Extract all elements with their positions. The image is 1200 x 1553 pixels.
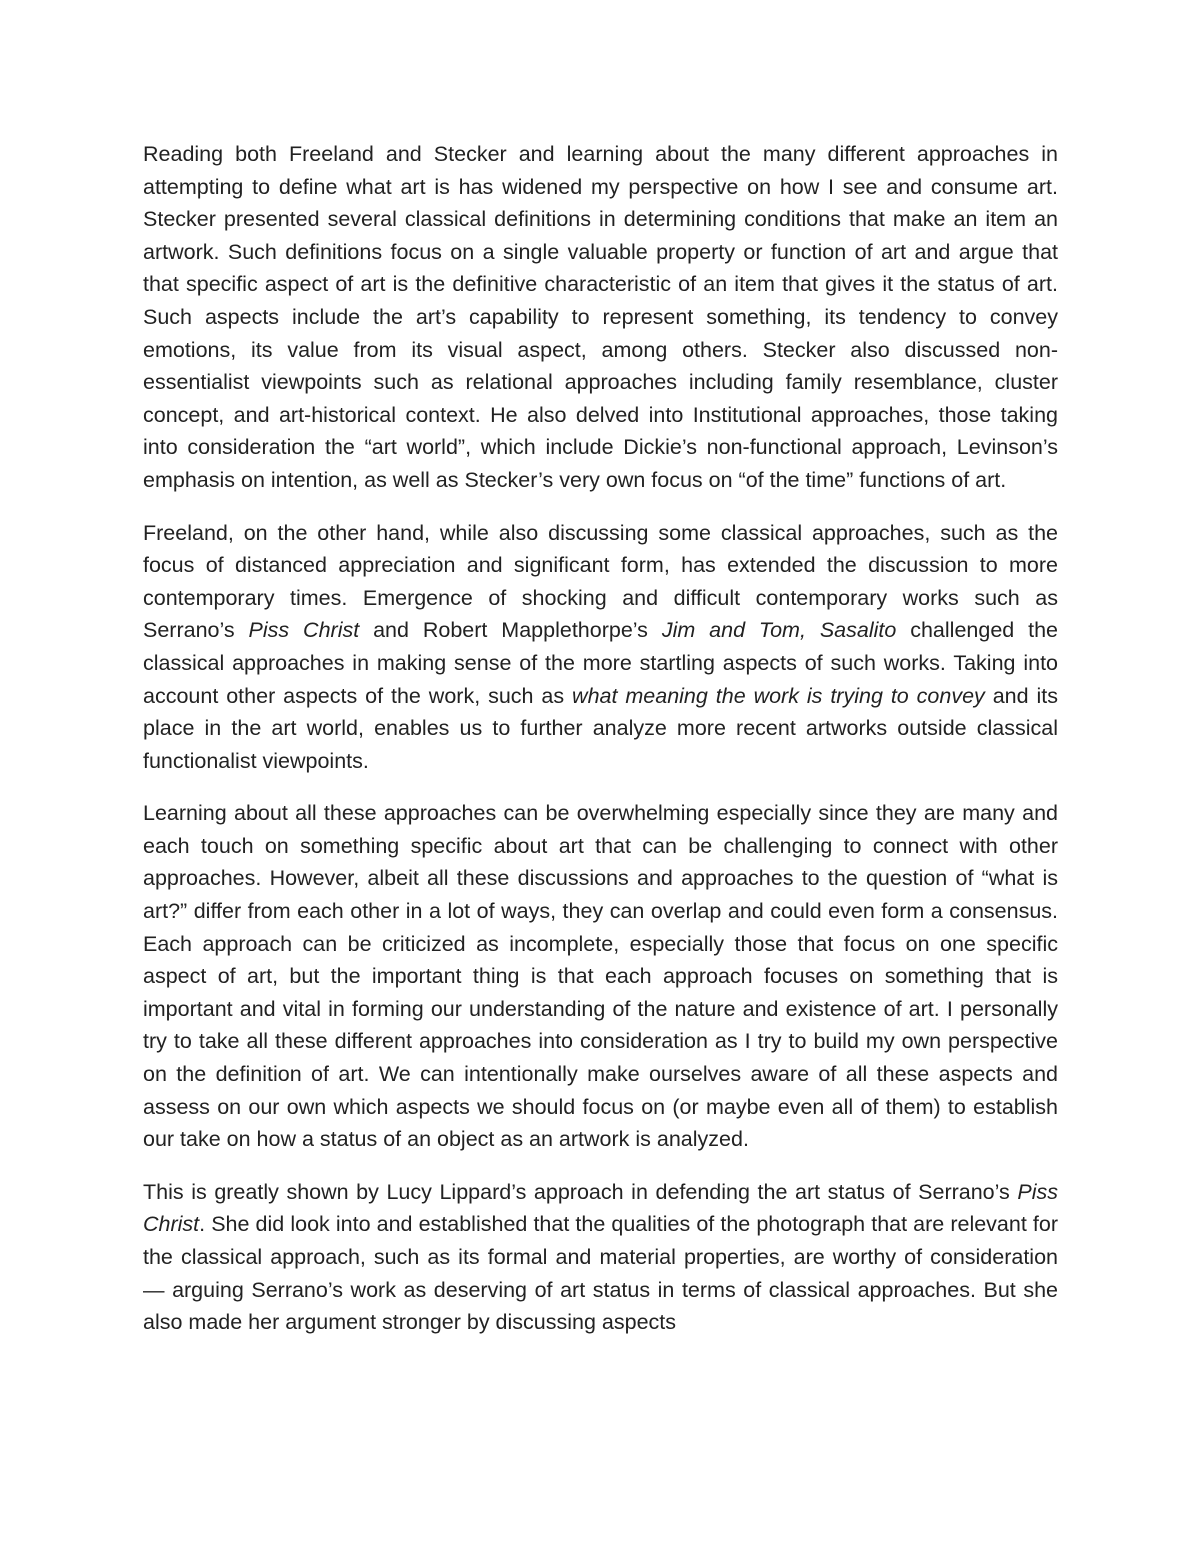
paragraph-1-text: Reading both Freeland and Stecker and learning about the many different approaches in attempting to define what art is has widened my perspective on how I see and consume art. Stecker presented several classical definitions in determining conditions that make an item an artwork. Such definitions focus on a single valuable property or function of art and argue that that specific aspect of art is the definitive characteristic of an item that gives it the status of art. Such aspects include the art’s capability to represent something, its tendency to convey emotions, its value from its visual aspect, among others. Stecker also discussed non-essentialist viewpoints such as relational approaches including family resemblance, cluster concept, and art-historical context. He also delved into Institutional approaches, those taking into consideration the “art world”, which include Dickie’s non-functional approach, Levinson’s emphasis on intention, as well as Stecker’s very own focus on “of the time” functions of art.	[143, 142, 1058, 492]
paragraph-2-text: challenged the classical approaches in making sense of the more startling aspects of such works. Taking into account other aspects of the work, such as	[143, 618, 1059, 708]
artwork-title-jim-and-tom: Jim and Tom, Sasalito	[661, 618, 897, 643]
paragraph-2-text: and Robert Mapplethorpe’s	[359, 618, 662, 643]
emphasis-phrase: what meaning the work is trying to convey	[572, 683, 985, 708]
paragraph-4-text: This is greatly shown by Lucy Lippard’s approach in defending the art status of Serrano’s	[143, 1179, 1018, 1204]
artwork-title-piss-christ: Piss Christ	[143, 1179, 1058, 1237]
paragraph-2-text: Freeland, on the other hand, while also discussing some classical approaches, such as the focus of distanced appreciation and significant form, has extended the discussion to more contemporary times. Emergence of shocking and difficult contemporary works such as Serrano’s	[143, 520, 1058, 643]
document-body	[143, 138, 1058, 1359]
paragraph-4-text: . She did look into and established that the qualities of the photograph that are relevant for the classical approach, such as its formal and material properties, are worthy of consideration — arguing Serrano’s work as deserving of art status in terms of classical approaches. But she also made her argument stronger by discussing aspects	[143, 1212, 1058, 1335]
paragraph-2	[143, 517, 1058, 778]
paragraph-3-text: Learning about all these approaches can be overwhelming especially since they are many and each touch on something specific about art that can be challenging to connect with other approaches. However, albeit all these discussions and approaches to the question of “what is art?” differ from each other in a lot of ways, they can overlap and could even form a consensus. Each approach can be criticized as incomplete, especially those that focus on one specific aspect of art, but the important thing is that each approach focuses on something that is important and vital in forming our understanding of the nature and existence of art. I personally try to take all these different approaches into consideration as I try to build my own perspective on the definition of art. We can intentionally make ourselves aware of all these aspects and assess on our own which aspects we should focus on (or maybe even all of them) to establish our take on how a status of an object as an artwork is analyzed.	[143, 801, 1058, 1152]
artwork-title-piss-christ: Piss Christ	[248, 618, 360, 643]
paragraph-1	[143, 138, 1058, 497]
paragraph-2-text: and its place in the art world, enables us to further analyze more recent artworks outside classical functionalist viewpoints.	[143, 683, 1059, 773]
paragraph-4	[143, 1176, 1058, 1339]
paragraph-3	[143, 797, 1058, 1156]
